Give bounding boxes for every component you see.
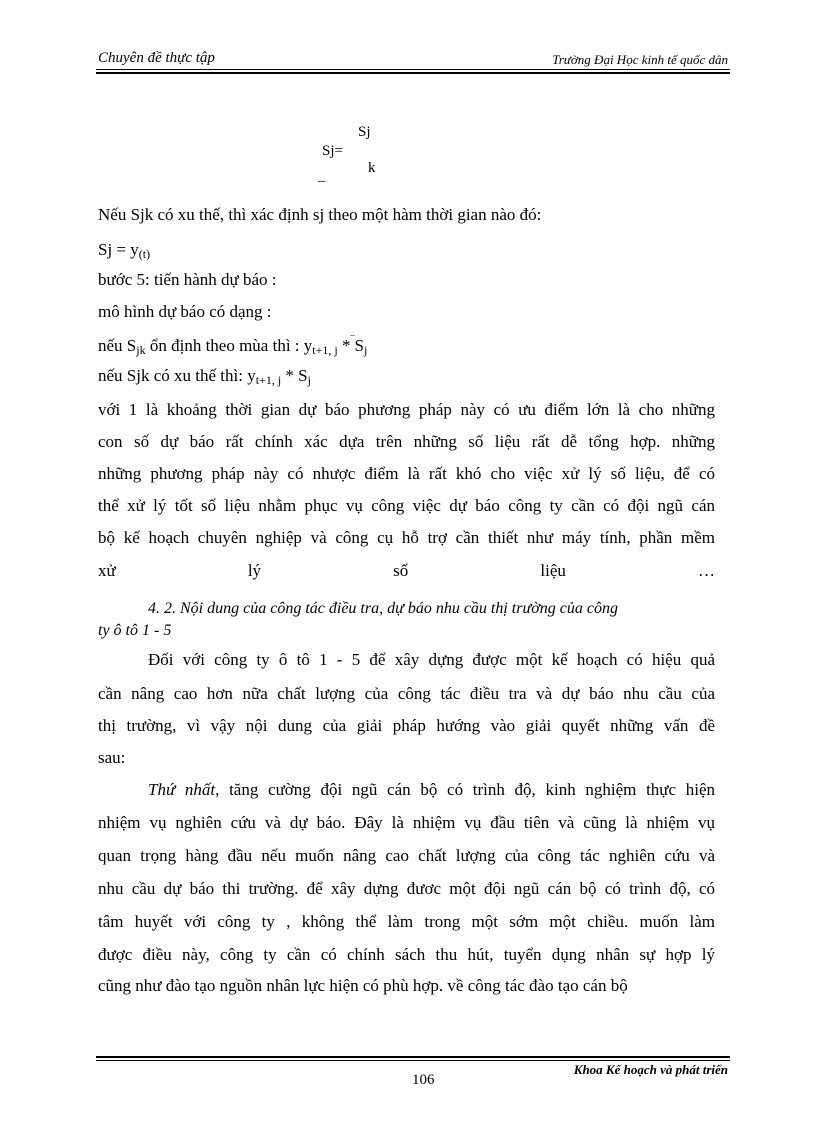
para2-line: Đối với công ty ô tô 1 - 5 để xây dựng được một kế hoạch có hiệu quả — [148, 650, 715, 669]
para1-line: với 1 là khoảng thời gian dự báo phương pháp này có ưu điểm lớn là cho những — [98, 400, 715, 419]
para3-line: nhiệm vụ nghiên cứu và dự báo. Đây là nhiệm vụ đầu tiên và cũng là nhiệm vụ — [98, 813, 715, 832]
formula-lhs: Sj= — [322, 143, 343, 159]
para3-line: được điều này, công ty cần có chính sách thu hút, tuyển dụng nhân sự hợp lý — [98, 945, 715, 964]
header-right-title: Trường Đại Học kinh tế quốc dân — [552, 52, 728, 67]
section-title-cont: ty ô tô 1 - 5 — [98, 622, 172, 639]
para3-line-last: cũng như đào tạo nguồn nhân lực hiện có phù hợp. về công tác đào tạo cán bộ — [98, 976, 628, 995]
formula-numerator: Sj — [358, 124, 371, 140]
para2-line: thị trường, vì vậy nội dung của giải pháp hướng vào giải quyết những vấn đề — [98, 716, 715, 735]
para1-line: con số dự báo rất chính xác dựa trên những số liệu rất dễ tổng hợp. những — [98, 432, 715, 451]
para3-line: quan trọng hàng đầu nếu muốn nâng cao chất lượng của công tác nghiên cứu và — [98, 846, 715, 865]
footer-rule — [96, 1060, 730, 1061]
para1-line: thể xử lý tốt số liệu nhằm phục vụ công việc dự báo công ty cần có đội ngũ cán — [98, 496, 715, 515]
section-title: 4. 2. Nội dung của công tác điều tra, dự báo nhu cầu thị trường của công — [148, 600, 618, 617]
para1-line: bộ kế hoạch chuyên nghiệp và công cụ hỗ trợ cần thiết như máy tính, phần mềm — [98, 528, 715, 547]
text-line-model: mô hình dự báo có dạng : — [98, 302, 272, 321]
footer-right-title: Khoa Kế hoạch và phát triển — [573, 1062, 728, 1077]
para3-line: tâm huyết với công ty , không thể làm trong một sớm một chiều. muốn làm — [98, 912, 715, 931]
formula-denominator: k — [368, 160, 376, 176]
para2-line: cần nâng cao hơn nữa chất lượng của công tác điều tra và dự báo nhu cầu của — [98, 684, 715, 703]
formula-bar-mark: _ — [318, 168, 326, 184]
text-line-sj-formula: $Sj = y_{(t)}$ — [98, 240, 151, 261]
para1-line: xử lý số liệu … — [98, 561, 715, 580]
header-rule-thick — [96, 72, 730, 74]
text-line-trend-model: nếu Sjk có xu thế thì: $y_{t+1, j} * S_j$ — [98, 366, 311, 387]
para1-line: những phương pháp này có nhược điểm là rất khó cho việc xử lý số liệu, để có — [98, 464, 715, 483]
header-rule — [96, 69, 730, 70]
para3-line: nhu cầu dự báo thi trường. để xây dựng đươc một đội ngũ cán bộ có trình độ, có — [98, 879, 715, 898]
text-line-seasonal: nếu $S_{jk}$ ổn định theo mùa thì : $y_{t+1, j}$ $*^‾S_j$ — [98, 334, 368, 357]
para3-emphasis: Thứ nhất — [148, 780, 216, 799]
text-line-trend: Nếu Sjk có xu thế, thì xác định sj theo một hàm thời gian nào đó: — [98, 205, 542, 224]
page-number: 106 — [412, 1072, 435, 1088]
footer-rule-thick — [96, 1056, 730, 1058]
para3-first-line: Thứ nhất, tăng cường đội ngũ cán bộ có trình độ, kinh nghiệm thực hiện — [148, 780, 715, 799]
header-left-title: Chuyên đề thực tập — [98, 50, 215, 66]
text-line-step5: bước 5: tiến hành dự báo : — [98, 270, 277, 289]
para2-line-last: sau: — [98, 748, 126, 767]
